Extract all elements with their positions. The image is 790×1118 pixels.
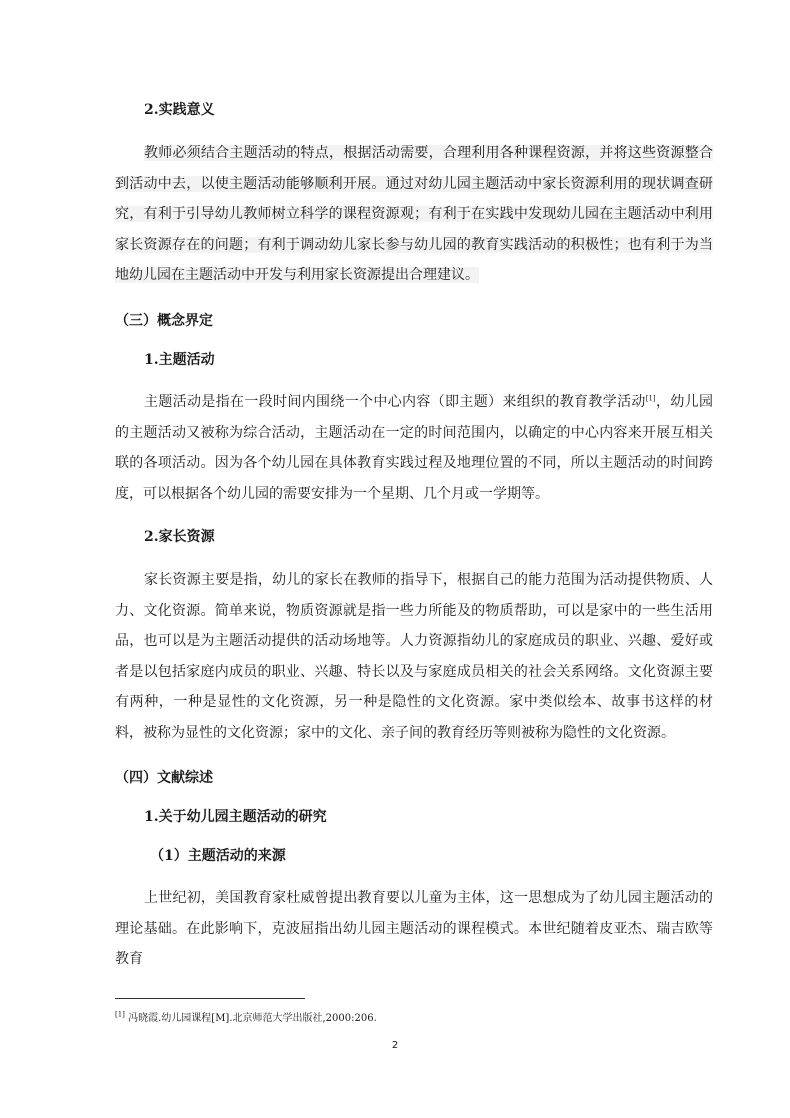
paragraph-text: 教师必须结合主题活动的特点，根据活动需要，合理利用各种课程资源，并将这些资源整合到活动中去，以使主题活动能够顺利开展。通过对幼儿园主题活动中家长资源利用的现状调查研究，有利于引导幼儿教师树立科学的课程资源观；有利于在实践中发现幼儿园在主题活动中利用家长资源存在的问题；有利于调动幼儿家长参与幼儿园的教育实践活动的积极性；也有利于为当地幼儿园在主题活动中开发与利用家长资源提出合理建议。 xyxy=(115,145,713,283)
heading-activity-origin: （1）主题活动的来源 xyxy=(150,848,286,864)
footnote-marker: [1] xyxy=(115,1010,125,1019)
heading-literature-review: （四）文献综述 xyxy=(115,770,213,786)
paragraph-text: ，幼儿园的主题活动又被称为综合活动，主题活动在一定的时间范围内，以确定的中心内容来开展互相关联的各项活动。因为各个幼儿园在具体教育实践过程及地理位置的不同，所以主题活动的时间跨度，可以根据各个幼儿园的需要安排为一个星期、几个月或一学期等。 xyxy=(115,394,713,502)
paragraph-practical-significance xyxy=(115,138,713,291)
heading-theme-activity: 1.主题活动 xyxy=(144,352,215,368)
paragraph-text: 上世纪初，美国教育家杜威曾提出教育要以儿童为主体，这一思想成为了幼儿园主题活动的理论基础。在此影响下，克波屈指出幼儿园主题活动的课程模式。本世纪随着皮亚杰、瑞吉欧等教育 xyxy=(115,890,713,967)
paragraph-theme-activity xyxy=(115,387,713,509)
heading-concept-definition: （三）概念界定 xyxy=(115,313,213,329)
footnote-reference[interactable]: [1] xyxy=(645,394,656,403)
paragraph-text: 家长资源主要是指，幼儿的家长在教师的指导下，根据自己的能力范围为活动提供物质、人力、文化资源。简单来说，物质资源就是指一些力所能及的物质帮助，可以是家中的一些生活用品，也可以是为主题活动提供的活动场地等。人力资源指幼儿的家庭成员的职业、兴趣、爱好或者是以包括家庭内成员的职业、兴趣、特长以及与家庭成员相关的社会关系网络。文化资源主要有两种，一种是显性的文化资源，另一种是隐性的文化资源。家中类似绘本、故事书这样的材料，被称为显性的文化资源；家中的文化、亲子间的教育经历等则被称为隐性的文化资源。 xyxy=(115,572,713,741)
heading-parent-resources: 2.家长资源 xyxy=(144,529,215,545)
footnote xyxy=(115,1012,377,1026)
page-number: 2 xyxy=(391,1040,399,1051)
paragraph-parent-resources xyxy=(115,565,713,748)
paragraph-text: 主题活动是指在一段时间内围绕一个中心内容（即主题）来组织的教育教学活动 xyxy=(144,394,646,410)
heading-practical-significance: 2.实践意义 xyxy=(144,102,215,118)
footnote-text: 冯晓霞.幼儿园课程[M].北京师范大学出版社,2000:206. xyxy=(128,1013,377,1024)
heading-theme-activity-research: 1.关于幼儿园主题活动的研究 xyxy=(144,809,327,825)
footnote-separator xyxy=(115,998,305,999)
paragraph-activity-origin xyxy=(115,883,713,975)
